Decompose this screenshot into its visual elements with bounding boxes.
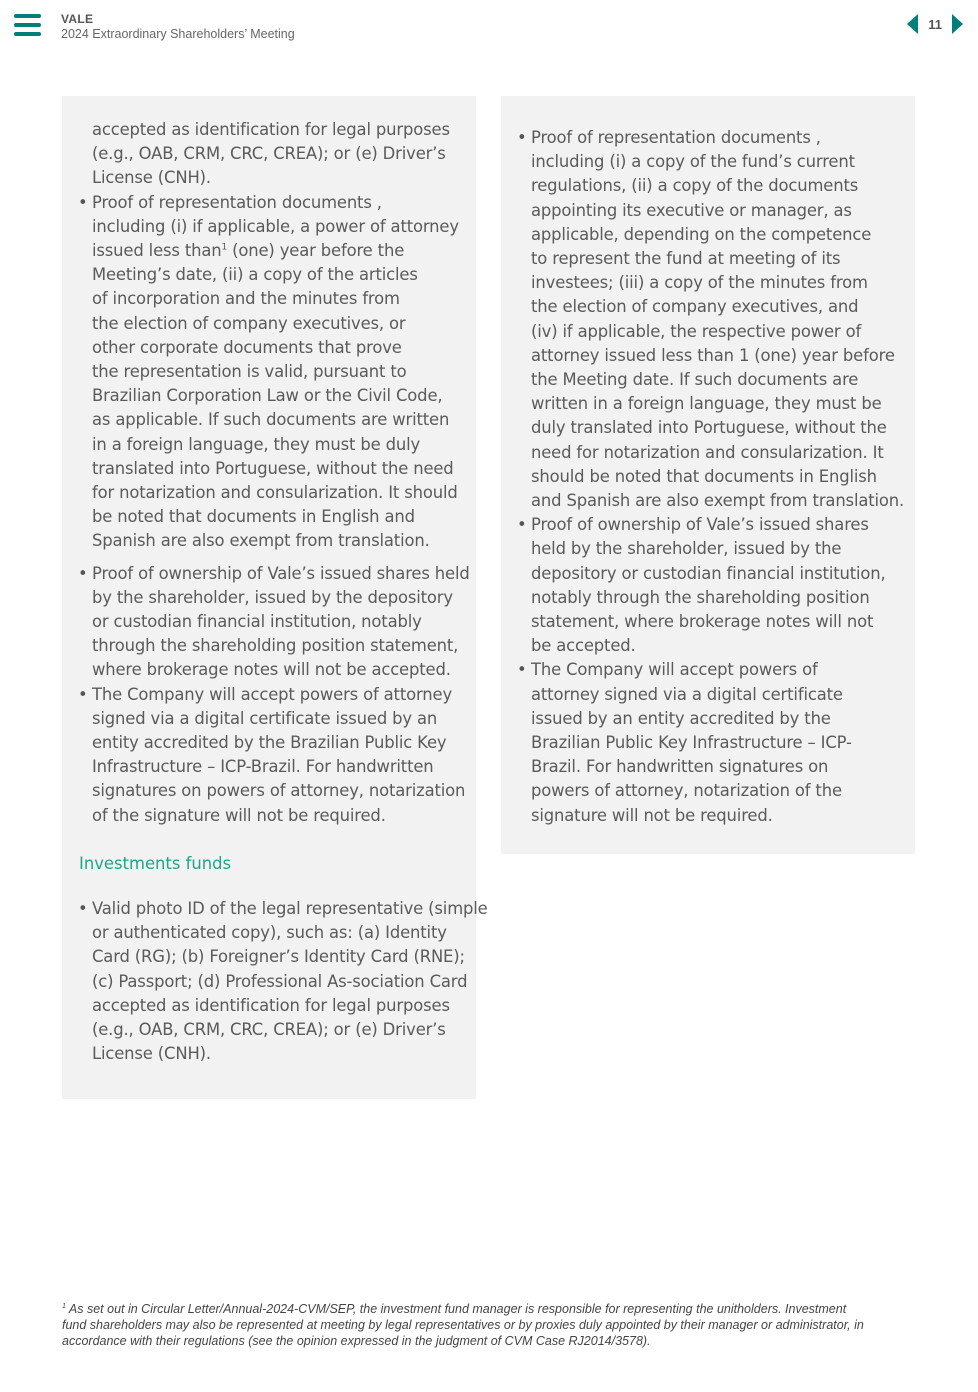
text-line: signatures on powers of attorney, notarization xyxy=(92,781,466,801)
text-line: attorney issued less than 1 (one) year before xyxy=(531,345,895,365)
text-line: • Proof of representation documents , xyxy=(62,191,476,215)
text-line: applicable, depending on the competence xyxy=(531,224,872,244)
text-line: the Meeting date. If such documents are xyxy=(531,370,859,390)
menu-icon[interactable] xyxy=(14,14,41,38)
footnote-marker: 1 xyxy=(62,1302,66,1310)
text-line: where brokerage notes will not be accepted. xyxy=(92,660,451,680)
text-line: • Valid photo ID of the legal representative (simple xyxy=(62,897,476,921)
text-line: held by the shareholder, issued by the xyxy=(531,539,842,559)
text-line: • Proof of ownership of Vale’s issued shares held xyxy=(62,562,476,586)
text-line: be accepted. xyxy=(531,636,636,656)
left-column-box xyxy=(62,96,488,1099)
text-line: (e.g., OAB, CRM, CRC, CREA); or (e) Driver’s xyxy=(92,1019,446,1039)
pager xyxy=(907,14,963,34)
text-line: or authenticated copy), such as: (a) Identity xyxy=(92,923,447,943)
text-line: other corporate documents that prove xyxy=(92,337,402,357)
text-line: statement, where brokerage notes will not xyxy=(531,612,874,632)
footnote-line xyxy=(62,1301,922,1317)
text-line: the representation is valid, pursuant to xyxy=(92,362,407,382)
text-line: including (i) if applicable, a power of attorney xyxy=(92,216,459,236)
left-bullet-ownership xyxy=(62,562,476,683)
text-line: signed via a digital certificate issued by an xyxy=(92,708,438,728)
footnote-marker: 1 xyxy=(221,242,228,253)
text-line: through the shareholding position statement, xyxy=(92,636,459,656)
text-line: Meeting’s date, (ii) a copy of the articles xyxy=(92,265,418,285)
text-line: signature will not be required. xyxy=(531,805,773,825)
text-line: and Spanish are also exempt from translation. xyxy=(531,491,905,511)
text-line: accepted as identification for legal purposes xyxy=(92,995,450,1015)
previous-page-icon[interactable] xyxy=(907,14,918,34)
text-line: appointing its executive or manager, as xyxy=(531,200,852,220)
text-fragment: issued less than xyxy=(92,241,222,261)
text-line: Brazil. For handwritten signatures on xyxy=(531,757,829,777)
text-line: in a foreign language, they must be duly xyxy=(92,434,421,454)
text-line: Brazilian Corporation Law or the Civil Code, xyxy=(92,386,443,406)
text-line: accepted as identification for legal purposes xyxy=(92,120,450,139)
text-line: by the shareholder, issued by the depository xyxy=(92,587,453,607)
text-line: Card (RG); (b) Foreigner’s Identity Card (RNE); xyxy=(92,947,465,967)
text-line: including (i) a copy of the fund’s current xyxy=(531,152,855,172)
text-line: or custodian financial institution, notably xyxy=(92,612,422,632)
text-line: investees; (iii) a copy of the minutes from xyxy=(531,273,868,293)
next-page-icon[interactable] xyxy=(952,14,963,34)
text-line: • The Company will accept powers of attorney xyxy=(62,683,476,707)
footnote-line: fund shareholders may also be represented at meeting by legal representatives or by proxies duly appointed by their manager or administrator, in xyxy=(62,1318,864,1332)
left-bullet-photo-id xyxy=(62,897,488,1066)
text-line: to represent the fund at meeting of its xyxy=(531,249,841,269)
footnote-line: accordance with their regulations (see the opinion expressed in the judgment of CVM Case RJ2014/3578). xyxy=(62,1334,651,1348)
text-line: attorney signed via a digital certificate xyxy=(531,684,843,704)
text-line: issued by an entity accredited by the xyxy=(531,708,831,728)
text-line: Brazilian Public Key Infrastructure – ICP- xyxy=(531,733,852,753)
right-bullet-ownership xyxy=(501,513,915,658)
left-bullet-digital-certificate xyxy=(62,683,476,828)
text-line: Infrastructure – ICP-Brazil. For handwritten xyxy=(92,757,434,777)
text-line: Spanish are also exempt from translation. xyxy=(92,531,430,551)
text-line: notably through the shareholding position xyxy=(531,587,870,607)
text-line: regulations, (ii) a copy of the documents xyxy=(531,176,859,196)
text-line: for notarization and consularization. It should xyxy=(92,483,458,503)
text-line xyxy=(62,239,476,263)
document-subtitle: 2024 Extraordinary Shareholders’ Meeting xyxy=(61,27,295,41)
text-line: should be noted that documents in English xyxy=(531,466,877,486)
text-line: entity accredited by the Brazilian Public Key xyxy=(92,733,447,753)
text-line: written in a foreign language, they must be xyxy=(531,394,882,414)
text-fragment: As set out in Circular Letter/Annual-2024-CVM/SEP, the investment fund manager is responsible for representing the unitholders. Investment xyxy=(68,1302,847,1316)
text-line: (c) Passport; (d) Professional As-sociation Card xyxy=(92,971,468,991)
text-line: duly translated into Portuguese, without the xyxy=(531,418,887,438)
text-line: be noted that documents in English and xyxy=(92,507,415,527)
text-line: the election of company executives, and xyxy=(531,297,859,317)
text-line: • Proof of representation documents , xyxy=(501,126,915,150)
page-number: 11 xyxy=(928,16,942,32)
text-line: the election of company executives, or xyxy=(92,313,406,333)
text-line: need for notarization and consularization. It xyxy=(531,442,884,462)
text-line: as applicable. If such documents are written xyxy=(92,410,450,430)
right-bullet-representation xyxy=(501,126,915,513)
text-line: License (CNH). xyxy=(92,168,211,188)
text-line: (e.g., OAB, CRM, CRC, CREA); or (e) Driver’s xyxy=(92,144,446,164)
text-line: powers of attorney, notarization of the xyxy=(531,781,842,801)
text-line: of incorporation and the minutes from xyxy=(92,289,400,309)
left-bullet-representation xyxy=(62,191,476,554)
header-brand xyxy=(61,12,295,41)
right-bullet-digital-certificate xyxy=(501,658,915,827)
text-line: of the signature will not be required. xyxy=(92,805,386,825)
footnote xyxy=(62,1301,922,1349)
text-line: • The Company will accept powers of xyxy=(501,658,915,682)
left-continued-text xyxy=(62,118,476,191)
text-line: translated into Portuguese, without the need xyxy=(92,458,454,478)
section-heading: Investments funds xyxy=(79,853,232,873)
text-line: License (CNH). xyxy=(92,1044,211,1064)
brand-name: VALE xyxy=(61,12,94,26)
text-line: • Proof of ownership of Vale’s issued shares xyxy=(501,513,915,537)
text-fragment: (one) year before the xyxy=(227,241,405,261)
text-line: depository or custodian financial institution, xyxy=(531,563,886,583)
text-line: (iv) if applicable, the respective power of xyxy=(531,321,862,341)
right-column-box xyxy=(501,96,915,854)
